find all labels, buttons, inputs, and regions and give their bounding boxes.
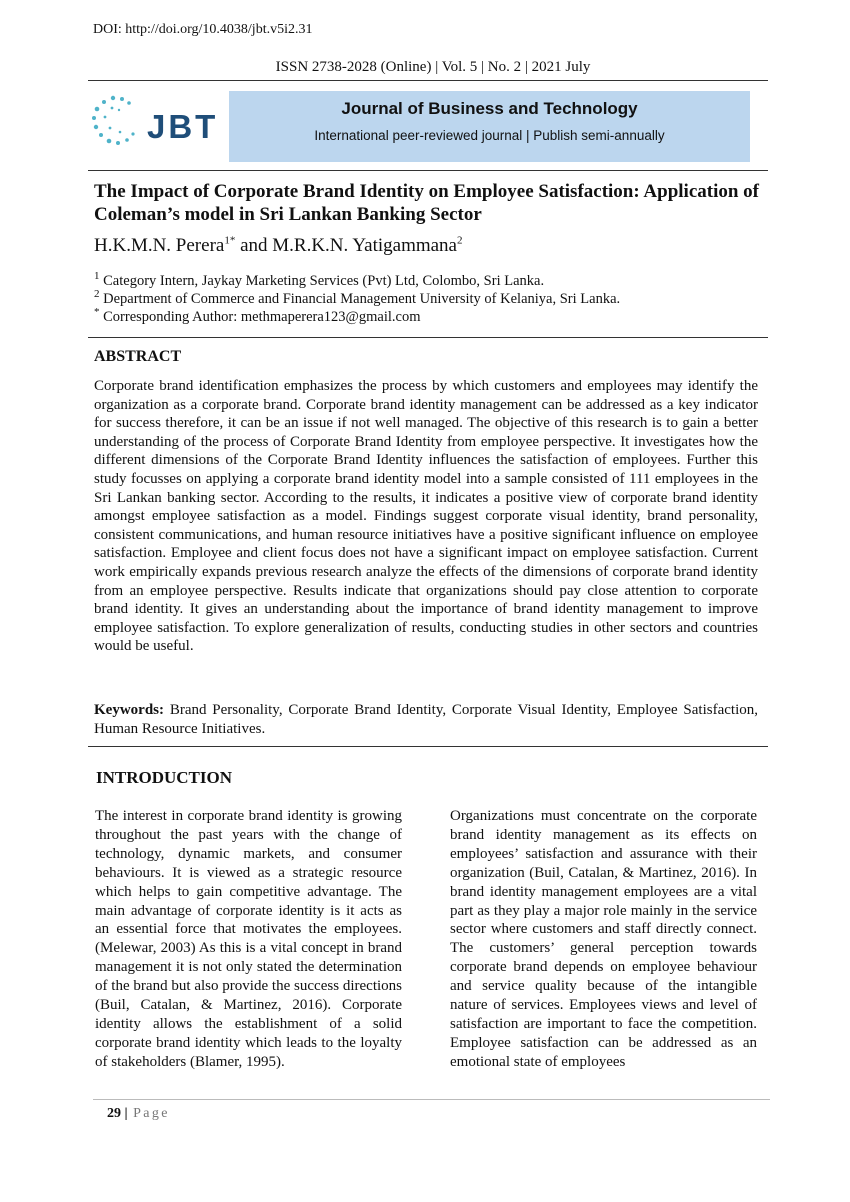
affiliation-item: [94, 290, 620, 308]
author-2-marker: 2: [457, 234, 463, 247]
author-1: H.K.M.N. Perera: [94, 235, 225, 256]
dot-ring-icon: [88, 90, 228, 154]
author-line: [94, 235, 463, 257]
issn-line: ISSN 2738-2028 (Online) | Vol. 5 | No. 2 | 2021 July: [275, 59, 591, 75]
author-1-marker: 1*: [224, 234, 236, 247]
journal-title: Journal of Business and Technology: [341, 99, 638, 118]
keywords: [94, 701, 758, 738]
journal-logo: [88, 90, 228, 154]
page-footer: [107, 1106, 170, 1122]
introduction-column-2: Organizations must concentrate on the corporate brand identity management as its effects on employees’ satisfaction and assurance with their organization (Buil, Catalan, & Martinez, 2016). In brand identity management employees are a vital part as they play a major role mainly in the service sector where customers and staff directly connect. The customers’ general perception towards corporate brand depends on employee behaviour and service quality because of the intangible nature of services. Employees views and level of satisfaction are important to face the competition. Employee satisfaction can be addressed as an emotional state of employees: [450, 808, 757, 1070]
page-label: Page: [133, 1106, 170, 1121]
affiliation-text: Department of Commerce and Financial Management University of Kelaniya, Sri Lanka.: [103, 291, 621, 307]
affiliation-text: Category Intern, Jaykay Marketing Services (Pvt) Ltd, Colombo, Sri Lanka.: [103, 273, 545, 289]
abstract-heading: ABSTRACT: [94, 348, 182, 365]
logo-text: JBT: [147, 108, 219, 145]
abstract-text: Corporate brand identification emphasizes the process by which customers and employees may identify the organization as a corporate brand. Corporate brand identity management can be addressed as a key indicator for success therefore, it can be an issue if not well managed. The objective of this research is to gain a better understanding of the process of Corporate Brand Identity from employee perspective. It investigates how the different dimensions of the Corporate Brand Identity influences the satisfaction of employees. Further this study focusses on applying a corporate brand identity model into a sample consisted of 111 employees in the Sri Lankan banking sector. According to the results, it indicates a positive view of corporate brand identity amongst employee satisfaction as a model. Findings suggest corporate visual identity, brand personality, consistent communications, and human resource initiatives have a positive significant influence on employee satisfaction. Employee and client focus does not have a significant impact on employee satisfaction. Current work empirically expands previous research analyze the effects of the dimensions of corporate brand identity from an employee perspective. Results indicate that organizations should pay close attention to corporate brand identity. It gives an understanding about the importance of brand identity management to improve employee satisfaction. To explore generalization of results, conducting studies in other sectors and countries would be useful.: [94, 378, 758, 655]
affiliation-item: [94, 308, 620, 326]
author-2: M.R.K.N. Yatigammana: [272, 235, 457, 256]
keywords-list: Brand Personality, Corporate Brand Identity, Corporate Visual Identity, Employee Satisfaction, Human Resource Initiatives.: [94, 702, 758, 737]
footer-rule: [93, 1099, 770, 1100]
footer-separator: |: [121, 1106, 132, 1121]
journal-banner: [229, 91, 750, 162]
abstract-bottom-rule: [88, 746, 768, 747]
affiliation-marker: 1: [94, 270, 100, 283]
introduction-column-1: The interest in corporate brand identity is growing throughout the past years with the change of technology, dynamic markets, and consumer behaviours. It is viewed as a strategic resource which helps to gain competitive advantage. The main advantage of corporate identity is it acts as an essential force that motivates the employees. (Melewar, 2003) As this is a vital concept in brand management it is not only stated the determination of the brand but also provide the success directions (Buil, Catalan, & Martinez, 2016). Corporate identity allows the establishment of a solid corporate brand identity which leads to the loyalty of stakeholders (Blamer, 1995).: [95, 808, 402, 1070]
affiliations: [94, 272, 620, 326]
affiliation-marker: *: [94, 306, 100, 319]
author-and: and: [235, 235, 273, 256]
corresponding-author-email[interactable]: Corresponding Author: methmaperera123@gmail.com: [103, 309, 421, 325]
affiliation-marker: 2: [94, 288, 100, 301]
affiliation-item: [94, 272, 620, 290]
keywords-label: Keywords:: [94, 702, 164, 718]
introduction-heading: INTRODUCTION: [96, 768, 233, 787]
abstract-top-rule: [88, 337, 768, 338]
banner-rule: [88, 170, 768, 171]
article-title: The Impact of Corporate Brand Identity on Employee Satisfaction: Application of Coleman’s model in Sri Lankan Banking Sector: [94, 181, 759, 225]
page-number: 29: [107, 1106, 121, 1121]
doi-link[interactable]: DOI: http://doi.org/10.4038/jbt.v5i2.31: [93, 22, 313, 37]
header-rule: [88, 80, 768, 81]
journal-subtitle: International peer-reviewed journal | Publish semi-annually: [314, 128, 665, 143]
